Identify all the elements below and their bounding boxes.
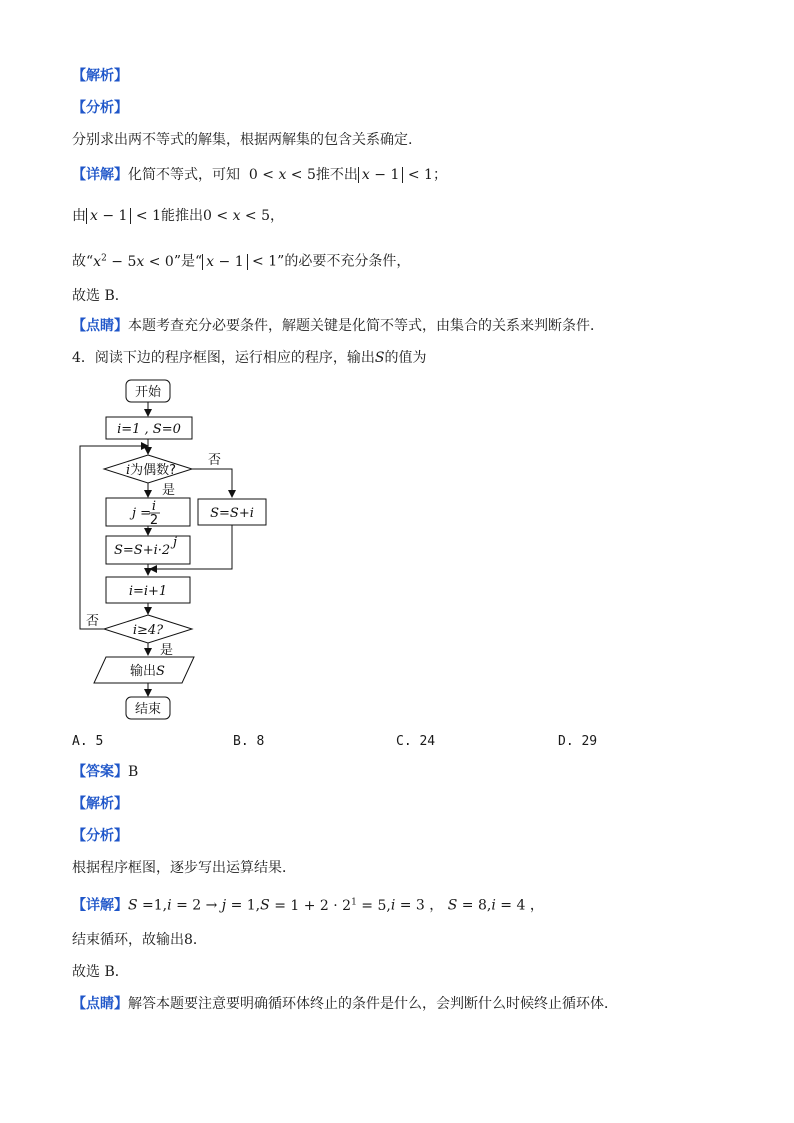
- choose-line-1: 故选 B．: [72, 288, 129, 304]
- question-4: [72, 348, 427, 368]
- fenxi-text: 分别求出两不等式的解集，根据两解集的包含关系确定.: [72, 132, 413, 148]
- math-abs-2: x − 1 < 1: [86, 208, 161, 224]
- question-text-2: 的值为: [384, 350, 427, 366]
- j-assign-label: j =: [132, 506, 152, 521]
- output-label: 输出S: [130, 664, 165, 679]
- s-plus-i-label: S=S+i: [210, 506, 254, 521]
- end-label: 结束: [134, 702, 162, 717]
- math-steps: $S =1,i = 2 \to j = 1,S = 1 + 2 \cdot 2^1 = 5,i = 3$ ， S = 8,i = 4 ，: [128, 897, 544, 914]
- detail-text: 化简不等式，可知: [128, 167, 240, 183]
- detail-heading-2: 【详解】: [72, 897, 128, 914]
- s-update-label: S=S+i·2: [114, 543, 171, 558]
- detail-line-4: [72, 892, 544, 916]
- option-a: A. 5: [72, 734, 104, 749]
- comment-heading-2: 【点睛】: [72, 996, 128, 1012]
- punct: ；: [432, 167, 447, 183]
- end-loop-line: 结束循环，故输出8．: [72, 932, 207, 948]
- analysis-heading-2: 【解析】: [72, 796, 128, 812]
- option-d: D. 29: [558, 734, 598, 749]
- cond2-label: i≥4?: [132, 623, 164, 638]
- yes-label-2: 是: [160, 643, 174, 658]
- question-var: S: [374, 350, 385, 366]
- question-text: 4．阅读下边的程序框图，运行相应的程序，输出: [72, 350, 375, 366]
- fenxi-heading: 【分析】: [72, 100, 128, 116]
- text-gu: 故“: [72, 253, 94, 270]
- comment-text-2: 解答本题要注意要明确循环体终止的条件是什么，会判断什么时候终止循环体．: [128, 996, 618, 1012]
- no-label-2: 否: [86, 614, 100, 629]
- j-fraction-num: i: [151, 499, 157, 514]
- answer-line: [72, 762, 138, 782]
- detail-line-1: [72, 165, 447, 185]
- increment-label: i=i+1: [128, 584, 168, 599]
- j-fraction-den: 2: [149, 513, 159, 528]
- analysis-heading: 【解析】: [72, 68, 128, 84]
- text-condition: ”的必要不充分条件，: [277, 253, 411, 270]
- start-label: 开始: [134, 385, 162, 400]
- punct: ，: [270, 208, 285, 224]
- init-label: i=1 , S=0: [117, 422, 181, 437]
- comment-line-2: [72, 994, 618, 1014]
- math-abs-1: x − 1 < 1: [358, 167, 433, 183]
- detail-line-2: [72, 206, 284, 226]
- comment-text: 本题考查充分必要条件，解题关键是化简不等式，由集合的关系来判断条件．: [128, 318, 604, 334]
- option-b: B. 8: [233, 734, 265, 749]
- comment-line-1: [72, 316, 604, 336]
- math-abs-3: x − 1 < 1: [202, 254, 277, 270]
- answer-value: B: [128, 764, 139, 780]
- math-ineq-1: 0 < x < 5: [248, 167, 316, 183]
- math-quadratic: $x^2 - 5x < 0$: [93, 253, 174, 270]
- option-c: C. 24: [396, 734, 436, 749]
- flowchart: [70, 375, 280, 725]
- comment-heading: 【点睛】: [72, 318, 128, 334]
- detail-text-2: 推不出: [315, 167, 358, 183]
- s-update-exp: j: [173, 535, 178, 550]
- text-shi: ”是“: [173, 253, 203, 270]
- detail-line-3: [72, 248, 410, 272]
- cond1-label: i为偶数?: [126, 463, 177, 478]
- choose-line-2: 故选 B．: [72, 964, 129, 980]
- text-you: 由: [72, 208, 86, 224]
- fenxi-heading-2: 【分析】: [72, 828, 128, 844]
- detail-heading: 【详解】: [72, 167, 128, 183]
- no-label-1: 否: [208, 453, 222, 468]
- yes-label-1: 是: [162, 483, 176, 498]
- text-neng: 能推出: [161, 208, 204, 224]
- fenxi-text-2: 根据程序框图，逐步写出运算结果．: [72, 860, 296, 876]
- math-ineq-2: 0 < x < 5: [203, 208, 271, 224]
- answer-heading: 【答案】: [72, 764, 128, 780]
